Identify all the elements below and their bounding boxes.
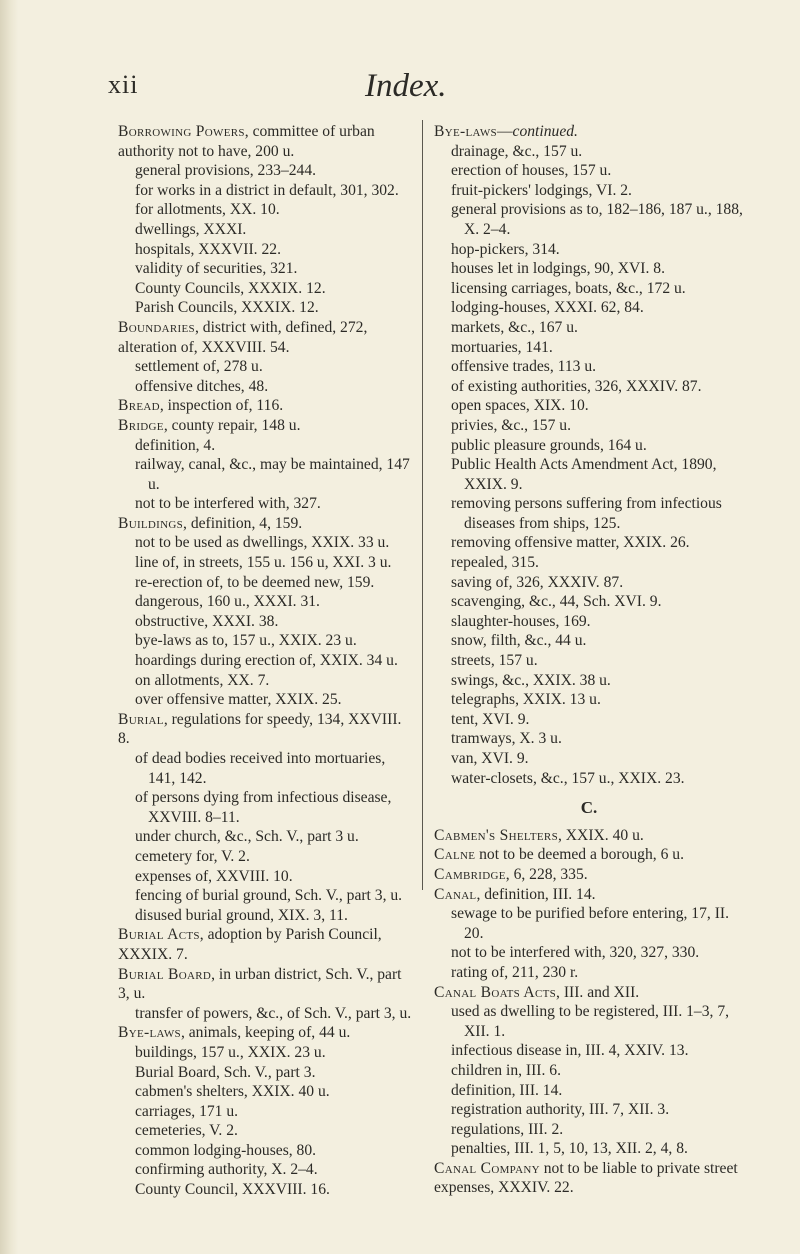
index-heading-entry [434,865,744,885]
index-heading-term: Boundaries [118,318,195,336]
index-sub-entry: hospitals, XXXVII. 22. [135,240,281,258]
index-heading-entry [118,514,416,534]
index-heading-entry [434,1159,744,1198]
index-sub-entry: dangerous, 160 u., XXXI. 31. [135,593,320,611]
index-sub-entry: rating of, 211, 230 r. [451,963,579,981]
index-sub-entry: Public Health Acts Amendment Act, 1890, XXIX. 9. [451,456,717,493]
index-heading-entry [434,885,744,905]
page-title: Index. [365,68,447,104]
index-sub-entry: common lodging-houses, 80. [135,1141,317,1159]
index-sub-entry: drainage, &c., 157 u. [451,142,583,160]
index-heading-text: , XXIX. 40 u. [558,826,644,844]
index-sub-entry: re-erection of, to be deemed new, 159. [135,573,375,591]
index-section-letter: C. [580,798,598,818]
index-sub-entry: under church, &c., Sch. V., part 3 u. [135,828,359,846]
index-heading-entry [118,396,416,416]
index-sub-entry: disused burial ground, XIX. 3, 11. [135,906,348,924]
index-sub-entry: repealed, 315. [451,554,539,572]
index-sub-entry: water-closets, &c., 157 u., XXIX. 23. [451,769,685,787]
index-heading-text: , III. and XII. [556,983,640,1001]
index-sub-entry: hop-pickers, 314. [451,240,560,258]
index-heading-text: —continued. [496,123,578,140]
index-sub-entry: definition, III. 14. [451,1081,563,1099]
index-heading-text: , definition, 4, 159. [183,514,303,532]
index-heading-entry [118,1023,416,1043]
index-heading-entry [434,845,744,865]
index-sub-entry: of persons dying from infectious disease, XXVIII. 8–11. [135,789,392,826]
index-heading-text: , county repair, 148 u. [163,416,301,434]
index-heading-term: Canal Boats Acts [434,983,557,1001]
index-sub-entry: validity of securities, 321. [135,260,298,278]
index-sub-entry: offensive ditches, 48. [135,377,269,395]
index-heading-text: , adoption by Parish Council, XXXIX. 7. [118,926,382,963]
index-sub-entry: swings, &c., XXIX. 38 u. [451,671,611,689]
index-sub-entry: dwellings, XXXI. [135,220,247,238]
index-sub-entry: infectious disease in, III. 4, XXIV. 13. [451,1042,689,1060]
index-sub-entry: slaughter-houses, 169. [451,612,591,630]
index-heading-term: Bridge [118,416,164,434]
index-sub-entry: removing persons suffering from infectious diseases from ships, 125. [451,495,722,532]
index-sub-entry: railway, canal, &c., may be maintained, 147 u. [135,456,410,493]
index-sub-entry: confirming authority, X. 2–4. [135,1161,318,1179]
index-sub-entry: children in, III. 6. [451,1061,561,1079]
index-sub-entry: not to be interfered with, 320, 327, 330. [451,944,700,962]
index-sub-entry: settlement of, 278 u. [135,358,263,376]
index-heading-term: Borrowing Powers [118,123,245,140]
index-sub-entry: sewage to be purified before entering, 17, II. 20. [451,905,729,942]
index-sub-entry: not to be used as dwellings, XXIX. 33 u. [135,534,390,552]
index-heading-entry [434,826,744,846]
index-heading-entry [118,965,416,1004]
index-sub-entry: mortuaries, 141. [451,338,553,356]
index-sub-entry: houses let in lodgings, 90, XVI. 8. [451,260,665,278]
index-sub-entry: general provisions as to, 182–186, 187 u., 188, X. 2–4. [451,201,743,238]
index-sub-entry: registration authority, III. 7, XII. 3. [451,1101,670,1119]
index-sub-entry: cabmen's shelters, XXIX. 40 u. [135,1083,330,1101]
index-sub-entry: hoardings during erection of, XXIX. 34 u. [135,652,398,670]
column-divider [422,120,423,890]
index-sub-entry: offensive trades, 113 u. [451,358,597,376]
index-sub-entry: not to be interfered with, 327. [135,495,321,513]
index-sub-entry: carriages, 171 u. [135,1102,239,1120]
index-heading-term: Calne [434,846,476,864]
index-heading-text: not to be liable to private street expenses, XXXIV. 22. [434,1159,738,1197]
index-column-right [434,122,744,1198]
index-sub-entry: Parish Councils, XXXIX. 12. [135,299,319,317]
index-sub-entry: erection of houses, 157 u. [451,162,612,180]
index-sub-entry: definition, 4. [135,436,216,454]
index-sub-entry: public pleasure grounds, 164 u. [451,436,647,454]
index-sub-entry: line of, in streets, 155 u. 156 u, XXI. 3 u. [135,554,392,572]
index-sub-entry: tramways, X. 3 u. [451,730,562,748]
index-heading-entry [118,122,416,161]
index-heading-term: Cambridge [434,865,506,883]
index-sub-entry: bye-laws as to, 157 u., XXIX. 23 u. [135,632,357,650]
index-sub-entry: for works in a district in default, 301, 302. [135,181,399,199]
index-sub-entry: removing offensive matter, XXIX. 26. [451,534,690,552]
page-spine-shadow [0,0,18,1254]
index-sub-entry: saving of, 326, XXXIV. 87. [451,573,624,591]
index-column-left [118,122,416,1200]
index-heading-entry [434,983,744,1003]
index-sub-entry: transfer of powers, &c., of Sch. V., part 3, u. [135,1004,412,1022]
index-sub-entry: County Council, XXXVIII. 16. [135,1181,330,1199]
index-sub-entry: of existing authorities, 326, XXXIV. 87. [451,377,702,395]
index-sub-entry: for allotments, XX. 10. [135,201,280,219]
index-heading-term: Burial [118,710,164,728]
index-sub-entry: van, XVI. 9. [451,750,529,767]
index-sub-entry: on allotments, XX. 7. [135,671,270,689]
index-heading-term: Buildings [118,514,184,532]
index-heading-entry [434,122,744,142]
index-sub-entry: tent, XVI. 9. [451,710,530,728]
index-sub-entry: cemetery for, V. 2. [135,847,250,865]
index-heading-text: , district with, defined, 272, alteration of, XXXVIII. 54. [118,318,368,356]
index-heading-text: , in urban district, Sch. V., part 3, u. [118,965,402,1003]
index-sub-entry: over offensive matter, XXIX. 25. [135,691,342,709]
index-sub-entry: fruit-pickers' lodgings, VI. 2. [451,181,632,199]
index-heading-term: Bye-laws [118,1024,181,1042]
index-sub-entry: telegraphs, XXIX. 13 u. [451,691,601,709]
index-sub-entry: buildings, 157 u., XXIX. 23 u. [135,1043,326,1061]
index-heading-term: Burial Board [118,965,212,983]
index-heading-text: , inspection of, 116. [159,397,284,415]
index-sub-entry: lodging-houses, XXXI. 62, 84. [451,299,644,317]
index-heading-text: not to be deemed a borough, 6 u. [475,846,684,864]
index-heading-term: Bye-laws [434,123,497,140]
index-sub-entry: Burial Board, Sch. V., part 3. [135,1063,316,1081]
index-sub-entry: used as dwelling to be registered, III. 1–3, 7, XII. 1. [451,1003,730,1040]
index-heading-term: Cabmen's Shelters [434,826,558,844]
index-sub-entry: expenses of, XXVIII. 10. [135,867,293,885]
index-sub-entry: licensing carriages, boats, &c., 172 u. [451,279,686,297]
index-sub-entry: County Councils, XXXIX. 12. [135,279,326,297]
index-sub-entry: obstructive, XXXI. 38. [135,612,279,630]
index-sub-entry: privies, &c., 157 u. [451,416,571,434]
index-sub-entry: scavenging, &c., 44, Sch. XVI. 9. [451,593,662,611]
index-sub-entry: open spaces, XIX. 10. [451,397,589,415]
index-heading-text: , 6, 228, 335. [505,865,588,883]
index-heading-term: Bread [118,397,160,415]
index-heading-text: , committee of urban authority not to have, 200 u. [118,123,375,160]
index-heading-text: , regulations for speedy, 134, XXVIII. 8. [118,710,402,748]
index-heading-entry [118,925,416,964]
page-header [0,70,800,110]
index-heading-entry [118,710,416,749]
index-heading-text: , animals, keeping of, 44 u. [180,1024,351,1042]
index-sub-entry: snow, filth, &c., 44 u. [451,632,587,650]
index-sub-entry: cemeteries, V. 2. [135,1122,238,1140]
index-heading-text: , definition, III. 14. [476,885,596,903]
index-heading-term: Canal Company [434,1159,540,1177]
index-heading-term: Canal [434,885,477,903]
index-heading-entry [118,416,416,436]
index-heading-term: Burial Acts [118,926,200,944]
index-heading-entry [118,318,416,357]
index-sub-entry: penalties, III. 1, 5, 10, 13, XII. 2, 4, 8. [451,1140,688,1158]
index-sub-entry: fencing of burial ground, Sch. V., part 3, u. [135,887,403,905]
index-sub-entry: streets, 157 u. [451,652,538,670]
index-sub-entry: regulations, III. 2. [451,1120,564,1138]
page-folio: xii [108,70,139,99]
index-sub-entry: markets, &c., 167 u. [451,318,578,336]
index-sub-entry: of dead bodies received into mortuaries, 141, 142. [135,750,386,787]
index-sub-entry: general provisions, 233–244. [135,162,317,180]
